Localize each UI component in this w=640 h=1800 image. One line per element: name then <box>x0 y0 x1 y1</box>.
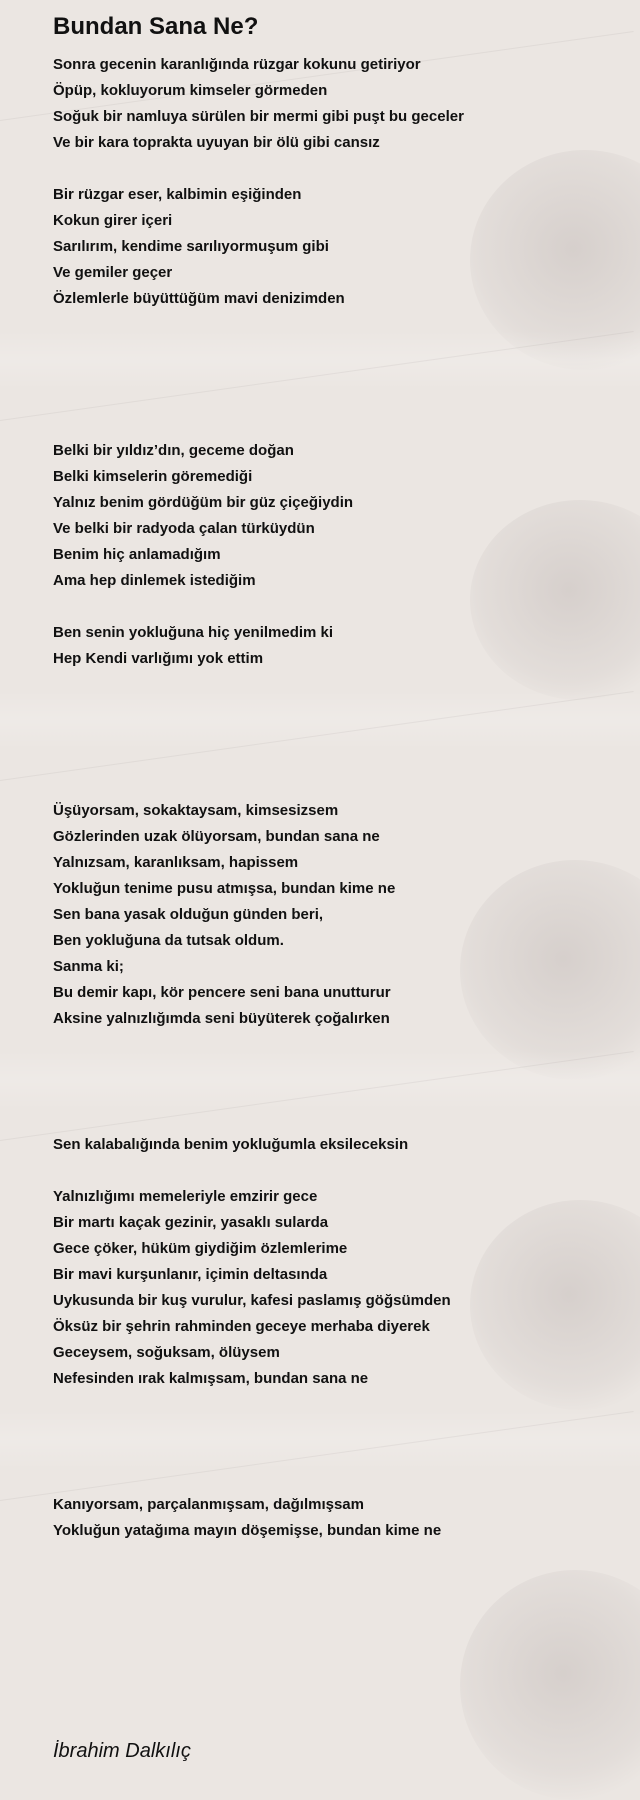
poem-line: Sen bana yasak olduğun günden beri, <box>53 906 324 923</box>
poem-line: Kanıyorsam, parçalanmışsam, dağılmışsam <box>53 1496 364 1513</box>
poem-line: Gözlerinden uzak ölüyorsam, bundan sana ne <box>53 828 380 845</box>
poem-line: Hep Kendi varlığımı yok ettim <box>53 650 264 667</box>
poem-line: Ama hep dinlemek istediğim <box>53 572 256 589</box>
ink-blot-decoration <box>460 1570 640 1800</box>
poem-line: Benim hiç anlamadığım <box>53 546 221 563</box>
stanza-gap <box>53 1392 593 1492</box>
poem-line: Bir martı kaçak gezinir, yasaklı sularda <box>53 1214 329 1231</box>
poem-line: Kokun girer içeri <box>53 212 173 229</box>
poem-body <box>53 52 593 1544</box>
stanza-gap <box>53 156 593 182</box>
stanza-gap <box>53 672 593 798</box>
stanza <box>53 438 593 594</box>
poem-line: Belki kimselerin göremediği <box>53 468 253 485</box>
poem-line: Ve gemiler geçer <box>53 264 173 281</box>
poem-line: Öpüp, kokluyorum kimseler görmeden <box>53 82 328 99</box>
poem-line: Yokluğun yatağıma mayın döşemişse, bundan kime ne <box>53 1522 442 1539</box>
stanza <box>53 1492 593 1544</box>
poem-line: Belki bir yıldız’dın, geceme doğan <box>53 442 294 459</box>
stanza-gap <box>53 594 593 620</box>
poem-line: Uykusunda bir kuş vurulur, kafesi paslamış göğsümden <box>53 1292 451 1309</box>
poem-line: Sarılırım, kendime sarılıyormuşum gibi <box>53 238 329 255</box>
poem-line: Sanma ki; <box>53 958 124 975</box>
stanza-gap <box>53 1032 593 1132</box>
poem-line: Sonra gecenin karanlığında rüzgar kokunu getiriyor <box>53 56 421 73</box>
poem-line: Ben senin yokluğuna hiç yenilmedim ki <box>53 624 334 641</box>
poem-line: Bir mavi kurşunlanır, içimin deltasında <box>53 1266 328 1283</box>
poem-line: Öksüz bir şehrin rahminden geceye merhaba diyerek <box>53 1318 430 1335</box>
poem-line: Gece çöker, hüküm giydiğim özlemlerime <box>53 1240 348 1257</box>
poem-line: Üşüyorsam, sokaktaysam, kimsesizsem <box>53 802 339 819</box>
poem-line: Yalnızlığımı memeleriyle emzirir gece <box>53 1188 318 1205</box>
stanza <box>53 52 593 156</box>
poem-line: Bu demir kapı, kör pencere seni bana unutturur <box>53 984 391 1001</box>
poem-line: Sen kalabalığında benim yokluğumla eksileceksin <box>53 1136 409 1153</box>
stanza <box>53 182 593 312</box>
poem-line: Yalnız benim gördüğüm bir güz çiçeğiydin <box>53 494 354 511</box>
stanza-gap <box>53 1158 593 1184</box>
poem-line: Soğuk bir namluya sürülen bir mermi gibi puşt bu geceler <box>53 108 464 125</box>
poem-author: İbrahim Dalkılıç <box>53 1740 191 1762</box>
stanza <box>53 620 593 672</box>
poem-line: Ve bir kara toprakta uyuyan bir ölü gibi cansız <box>53 134 380 151</box>
poem-line: Nefesinden ırak kalmışsam, bundan sana ne <box>53 1370 369 1387</box>
stanza <box>53 798 593 1032</box>
stanza <box>53 1184 593 1392</box>
poem-line: Ve belki bir radyoda çalan türküydün <box>53 520 315 537</box>
poem-line: Yalnızsam, karanlıksam, hapissem <box>53 854 299 871</box>
poem-line: Aksine yalnızlığımda seni büyüterek çoğalırken <box>53 1010 390 1027</box>
poem-line: Bir rüzgar eser, kalbimin eşiğinden <box>53 186 302 203</box>
stanza-gap <box>53 312 593 438</box>
poem-line: Özlemlerle büyüttüğüm mavi denizimden <box>53 290 345 307</box>
poem-line: Yokluğun tenime pusu atmışsa, bundan kime ne <box>53 880 396 897</box>
stanza <box>53 1132 593 1158</box>
poem-line: Geceysem, soğuksam, ölüysem <box>53 1344 280 1361</box>
poem-line: Ben yokluğuna da tutsak oldum. <box>53 932 284 949</box>
poem-title: Bundan Sana Ne? <box>53 13 259 40</box>
